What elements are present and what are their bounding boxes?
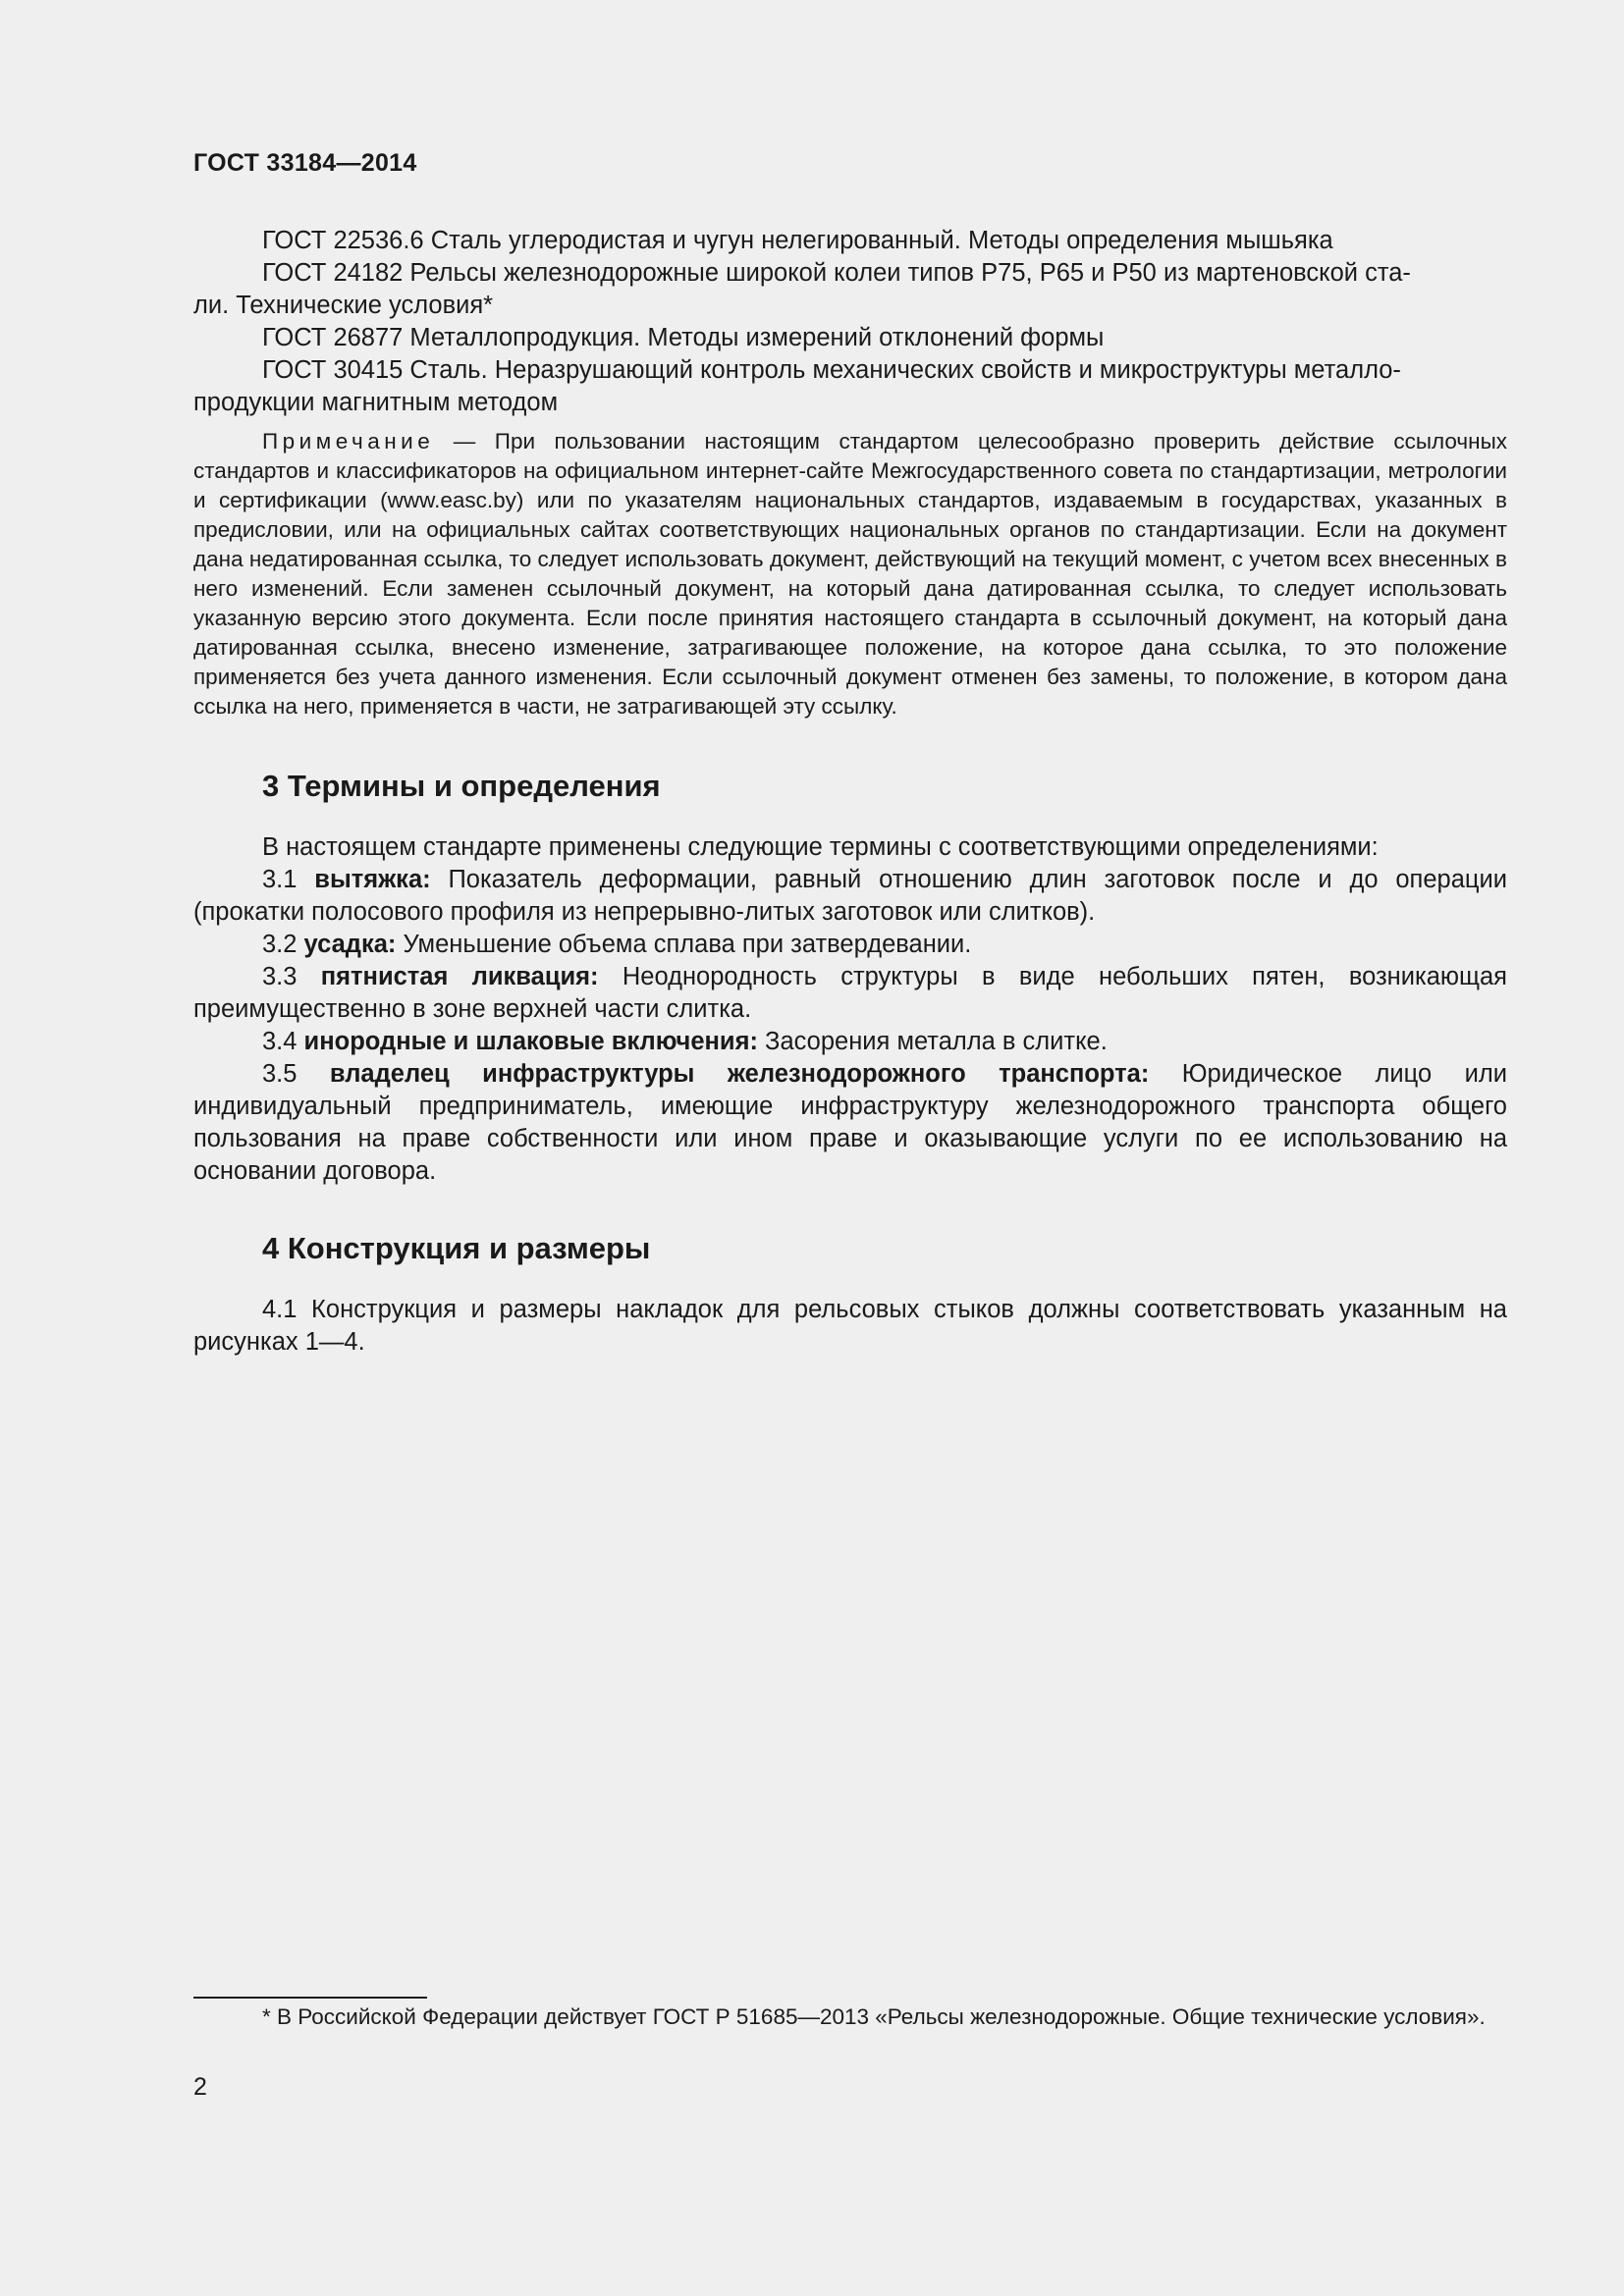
term-definition: Показатель деформации, равный отношению длин заготовок после и до операции (прокатки полосового профиля из непрерывно-литых заготовок или слитков). [193, 866, 1507, 926]
term-name: владелец инфраструктуры железнодорожного транспорта: [329, 1060, 1150, 1088]
term-name: пятнистая ликвация: [320, 963, 599, 990]
note-label: Примечание [262, 429, 435, 454]
normative-references [193, 225, 1507, 419]
reference-item [193, 225, 1507, 257]
reference-text: ГОСТ 30415 Сталь. Неразрушающий контроль механических свойств и микроструктуры металло- [262, 356, 1401, 384]
section-3-title: 3 Термины и определения [262, 769, 661, 803]
term-3-2 [193, 929, 1507, 961]
term-definition: Неоднородность структуры в виде небольших пятен, возникающая преимущественно в зоне верхней части слитка. [193, 963, 1507, 1023]
reference-text: ГОСТ 22536.6 Сталь углеродистая и чугун нелегированный. Методы определения мышьяка [262, 227, 1333, 254]
section-4-paragraph: 4.1 Конструкция и размеры накладок для рельсовых стыков должны соответствовать указанным на рисунках 1—4. [193, 1296, 1507, 1356]
section-4-body [193, 1294, 1507, 1359]
term-number: 3.3 [262, 963, 321, 990]
term-name: инородные и шлаковые включения: [303, 1028, 758, 1055]
reference-item [193, 322, 1507, 354]
section-3-intro: В настоящем стандарте применены следующие термины с соответствующими определениями: [262, 833, 1379, 861]
term-number: 3.5 [262, 1060, 330, 1088]
note-paragraph [193, 427, 1507, 721]
term-definition: Юридическое лицо или индивидуальный предприниматель, имеющие инфраструктуру железнодорожного транспорта общего пользования на праве собственности или ином праве и оказывающие услуги по ее использованию на основании договора. [193, 1060, 1507, 1185]
term-name: усадка: [303, 931, 397, 958]
term-3-1 [193, 864, 1507, 929]
reference-text: ГОСТ 26877 Металлопродукция. Методы измерений отклонений формы [262, 324, 1105, 351]
footnote: * В Российской Федерации действует ГОСТ Р 51685—2013 «Рельсы железнодорожные. Общие технические условия». [262, 2004, 1486, 2029]
section-4-title: 4 Конструкция и размеры [262, 1231, 651, 1265]
term-definition: Уменьшение объема сплава при затвердевании. [396, 931, 972, 958]
term-definition: Засорения металла в слитке. [757, 1028, 1108, 1055]
reference-text-continued: ли. Технические условия* [193, 292, 494, 319]
term-3-3 [193, 961, 1507, 1026]
term-number: 3.2 [262, 931, 304, 958]
term-name: вытяжка: [314, 866, 431, 893]
reference-item [193, 257, 1507, 322]
document-code: ГОСТ 33184—2014 [193, 149, 417, 177]
reference-item [193, 354, 1507, 419]
footnote-separator [193, 1997, 427, 1999]
document-page [193, 147, 1507, 1359]
term-number: 3.4 [262, 1028, 304, 1055]
note-text: При пользовании настоящим стандартом целесообразно проверить действие ссылочных стандартов и классификаторов на официальном интернет-сайте Межгосударственного совета по стандартизации, метрологии и сертификации (www.easc.by) или по указателям национальных стандартов, издаваемым в государствах, указанных в предисловии, или на официальных сайтах соответствующих национальных органов по стандартизации. Если на документ дана недатированная ссылка, то следует использовать документ, действующий на текущий момент, с учетом всех внесенных в него изменений. Если заменен ссылочный документ, на который дана датированная ссылка, то следует использовать указанную версию этого документа. Если после принятия настоящего стандарта в ссылочный документ, на который дана датированная ссылка, внесено изменение, затрагивающее положение, на которое дана ссылка, то это положение применяется без учета данного изменения. Если ссылочный документ отменен без замены, то положение, в котором дана ссылка на него, применяется в части, не затрагивающей эту ссылку. [193, 429, 1507, 719]
reference-text-continued: продукции магнитным методом [193, 389, 559, 416]
page-number: 2 [193, 2073, 207, 2101]
term-3-5 [193, 1058, 1507, 1188]
term-number: 3.1 [262, 866, 315, 893]
note-dash: — [434, 429, 495, 454]
term-3-4 [193, 1026, 1507, 1058]
reference-text: ГОСТ 24182 Рельсы железнодорожные широкой колеи типов Р75, Р65 и Р50 из мартеновской ста- [262, 259, 1411, 287]
section-3-body [193, 831, 1507, 1188]
